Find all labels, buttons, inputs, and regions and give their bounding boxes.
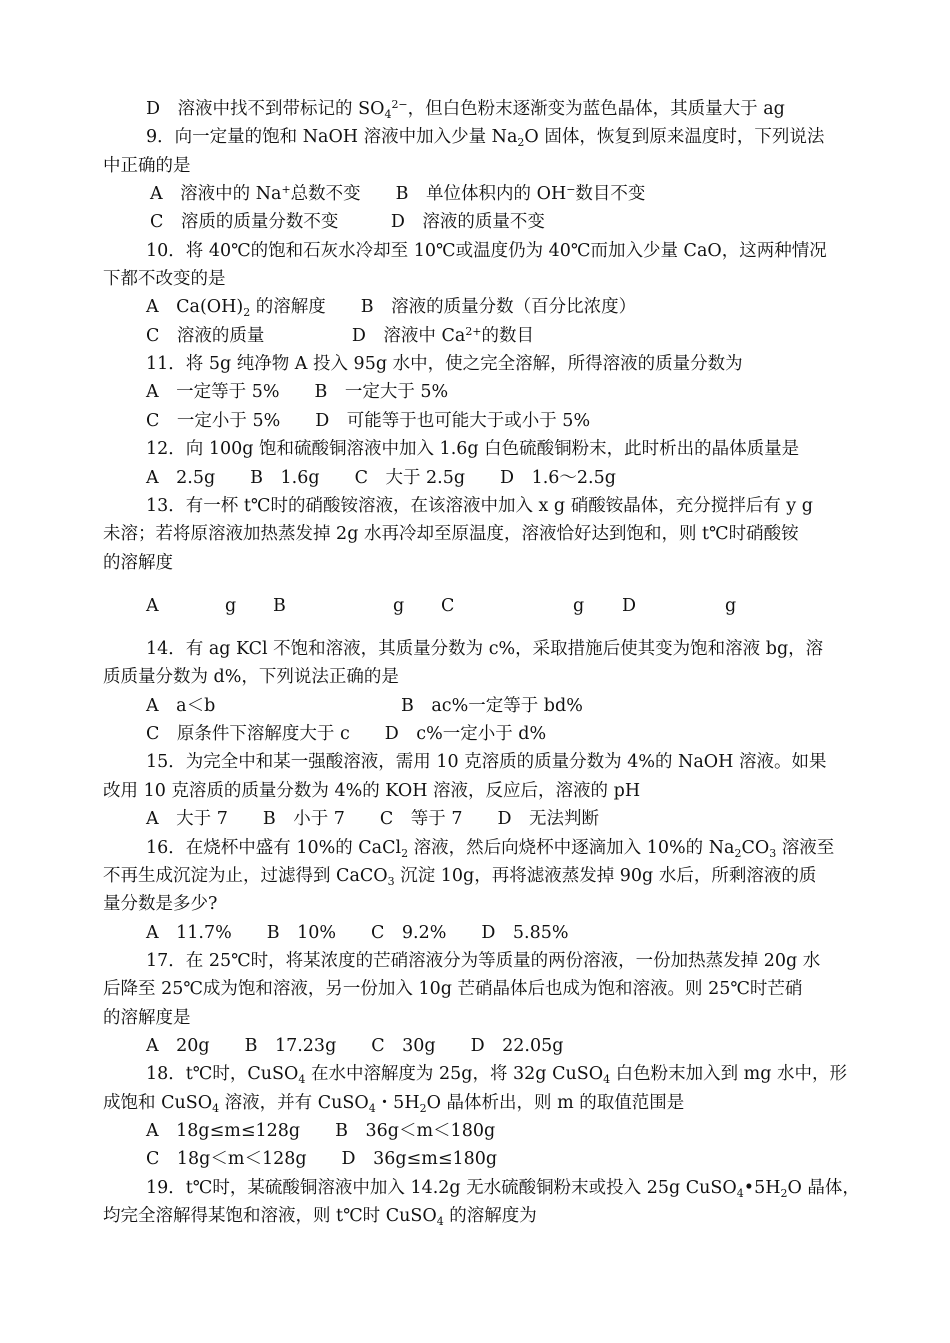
- superscript: −: [566, 183, 576, 196]
- subscript: 2: [780, 1187, 788, 1200]
- text-run: O 晶体析出，则 m 的取值范围是: [426, 1093, 685, 1113]
- subscript: 4: [436, 1215, 444, 1228]
- text-run: 白色粉末加入到 mg 水中，形: [610, 1064, 848, 1084]
- text-run: 15．为完全中和某一强酸溶液，需用 10 克溶质的质量分数为 4%的 NaOH 溶液。如果: [146, 752, 827, 772]
- subscript: 2: [401, 847, 409, 860]
- text-run: 12．向 100g 饱和硫酸铜溶液中加入 1.6g 白色硫酸铜粉末，此时析出的晶体质量是: [146, 439, 800, 459]
- text-run: C 原条件下溶解度大于 c D c%一定小于 d%: [146, 724, 547, 744]
- text-line: [0, 435, 950, 463]
- option-label: g: [225, 596, 237, 616]
- option-label: g: [393, 596, 405, 616]
- text-line: [0, 322, 950, 350]
- text-run: O 固体，恢复到原来温度时，下列说法: [524, 127, 825, 147]
- text-run: 成饱和 CuSO: [103, 1093, 213, 1113]
- subscript: 3: [387, 875, 395, 888]
- text-line: [0, 464, 950, 492]
- text-run: 沉淀 10g，再将滤液蒸发掉 90g 水后，所剩溶液的质: [394, 866, 817, 886]
- text-run: 的溶解度是: [103, 1008, 191, 1028]
- text-line: [0, 549, 950, 577]
- subscript: 2: [243, 306, 251, 319]
- text-run: A 18g≤m≤128g B 36g＜m＜180g: [146, 1121, 496, 1141]
- text-line: [0, 890, 950, 918]
- subscript: 4: [384, 108, 392, 121]
- text-run: ・5H: [375, 1093, 420, 1113]
- text-run: 质质量分数为 d%，下列说法正确的是: [103, 667, 399, 687]
- text-run: 11．将 5g 纯净物 A 投入 95g 水中，使之完全溶解，所得溶液的质量分数为: [146, 354, 743, 374]
- subscript: 2: [517, 136, 525, 149]
- text-line: [0, 1032, 950, 1060]
- option-label: A: [146, 596, 159, 616]
- superscript: +: [281, 183, 291, 196]
- text-line: [0, 265, 950, 293]
- text-run: 中正确的是: [103, 156, 191, 176]
- text-run: A Ca(OH): [146, 297, 244, 317]
- subscript: 4: [298, 1073, 306, 1086]
- text-line: [0, 1145, 950, 1173]
- text-run: 13．有一杯 t℃时的硝酸铵溶液，在该溶液中加入 x g 硝酸铵晶体，充分搅拌后有 y g: [146, 496, 813, 516]
- text-run: 下都不改变的是: [103, 269, 226, 289]
- text-line: [0, 1089, 950, 1117]
- subscript: 3: [769, 847, 777, 860]
- option-label: B: [273, 596, 286, 616]
- text-run: CO: [741, 838, 770, 858]
- text-run: 在水中溶解度为 25g，将 32g CuSO: [305, 1064, 604, 1084]
- text-line: [0, 95, 950, 123]
- text-run: 10．将 40℃的饱和石灰水冷却至 10℃或温度仍为 40℃而加入少量 CaO，这两种情况: [146, 241, 827, 261]
- text-run: 数目不变: [575, 184, 646, 204]
- text-run: 不再生成沉淀为止，过滤得到 CaCO: [103, 866, 388, 886]
- text-run: 均完全溶解得某饱和溶液，则 t℃时 CuSO: [103, 1206, 437, 1226]
- subscript: 2: [734, 847, 742, 860]
- text-run: 的溶解度为: [443, 1206, 537, 1226]
- text-line: [0, 947, 950, 975]
- text-line: [0, 407, 950, 435]
- superscript: 2−: [391, 98, 408, 111]
- text-run: 溶液，并有 CuSO: [219, 1093, 369, 1113]
- text-run: 16．在烧杯中盛有 10%的 CaCl: [146, 838, 402, 858]
- text-run: C 溶液的质量 D 溶液中 Ca: [146, 326, 466, 346]
- text-run: A 一定等于 5% B 一定大于 5%: [146, 382, 449, 402]
- text-line: [0, 692, 950, 720]
- text-line: [0, 1060, 950, 1088]
- text-run: 量分数是多少?: [103, 894, 218, 914]
- text-run: 总数不变 B 单位体积内的 OH: [290, 184, 567, 204]
- text-run: ，但白色粉末逐渐变为蓝色晶体，其质量大于 ag: [407, 99, 785, 119]
- subscript: 4: [603, 1073, 611, 1086]
- text-line: [0, 520, 950, 548]
- text-run: 溶液，然后向烧杯中逐滴加入 10%的 Na: [408, 838, 735, 858]
- superscript: 2+: [465, 325, 482, 338]
- option-label: g: [573, 596, 585, 616]
- text-line: [0, 919, 950, 947]
- text-run: 未溶；若将原溶液加热蒸发掉 2g 水再冷却至原温度，溶液恰好达到饱和，则 t℃时硝酸铵: [103, 524, 799, 544]
- text-line: [0, 293, 950, 321]
- text-line: [0, 152, 950, 180]
- option-label: D: [622, 596, 637, 616]
- text-run: A 大于 7 B 小于 7 C 等于 7 D 无法判断: [146, 809, 600, 829]
- text-run: O 晶体，: [787, 1178, 860, 1198]
- text-line: [0, 1117, 950, 1145]
- option-label: B ac%一定等于 bd%: [401, 696, 583, 716]
- text-run: 后降至 25℃成为饱和溶液，另一份加入 10g 芒硝晶体后也成为饱和溶液。则 25℃时芒硝: [103, 979, 803, 999]
- text-run: C 一定小于 5% D 可能等于也可能大于或小于 5%: [146, 411, 591, 431]
- text-run: A 溶液中的 Na: [150, 184, 282, 204]
- text-line: [0, 862, 950, 890]
- text-line: [0, 1004, 950, 1032]
- text-run: A 2.5g B 1.6g C 大于 2.5g D 1.6～2.5g: [146, 468, 616, 488]
- subscript: 2: [419, 1102, 427, 1115]
- text-line: [0, 180, 950, 208]
- text-line: [0, 777, 950, 805]
- text-line: [0, 975, 950, 1003]
- subscript: 4: [212, 1102, 220, 1115]
- text-line: [0, 834, 950, 862]
- text-run: C 溶质的质量分数不变 D 溶液的质量不变: [150, 212, 545, 232]
- text-line: [0, 748, 950, 776]
- text-line: [0, 350, 950, 378]
- option-label: g: [725, 596, 737, 616]
- text-run: 的溶解度: [103, 553, 173, 573]
- text-line: [0, 805, 950, 833]
- subscript: 4: [736, 1187, 744, 1200]
- text-line: [0, 208, 950, 236]
- text-line: [0, 635, 950, 663]
- text-run: 19．t℃时，某硫酸铜溶液中加入 14.2g 无水硫酸铜粉末或投入 25g CuSO: [146, 1178, 737, 1198]
- text-run: 改用 10 克溶质的质量分数为 4%的 KOH 溶液，反应后，溶液的 pH: [103, 781, 641, 801]
- text-run: 溶液至: [776, 838, 835, 858]
- subscript: 4: [368, 1102, 376, 1115]
- text-line: [0, 663, 950, 691]
- text-line: [0, 1174, 950, 1202]
- text-line: [0, 492, 950, 520]
- text-run: 18．t℃时，CuSO: [146, 1064, 299, 1084]
- text-line: [0, 237, 950, 265]
- text-line: [0, 592, 950, 620]
- text-line: [0, 378, 950, 406]
- text-run: A 20g B 17.23g C 30g D 22.05g: [146, 1036, 564, 1056]
- text-line: [0, 123, 950, 151]
- text-run: 9．向一定量的饱和 NaOH 溶液中加入少量 Na: [146, 127, 518, 147]
- text-run: 17．在 25℃时，将某浓度的芒硝溶液分为等质量的两份溶液，一份加热蒸发掉 20g 水: [146, 951, 821, 971]
- option-label: A a＜b: [146, 696, 216, 716]
- text-run: •5H: [743, 1178, 781, 1198]
- text-run: A 11.7% B 10% C 9.2% D 5.85%: [146, 923, 569, 943]
- text-run: 的溶解度 B 溶液的质量分数（百分比浓度）: [250, 297, 637, 317]
- text-run: D 溶液中找不到带标记的 SO: [146, 99, 385, 119]
- text-line: [0, 720, 950, 748]
- option-label: C: [441, 596, 455, 616]
- text-run: C 18g＜m＜128g D 36g≤m≤180g: [146, 1149, 498, 1169]
- text-line: [0, 1202, 950, 1230]
- text-run: 14．有 ag KCl 不饱和溶液，其质量分数为 c%，采取措施后使其变为饱和溶液 bg，溶: [146, 639, 824, 659]
- text-run: 的数目: [481, 326, 535, 346]
